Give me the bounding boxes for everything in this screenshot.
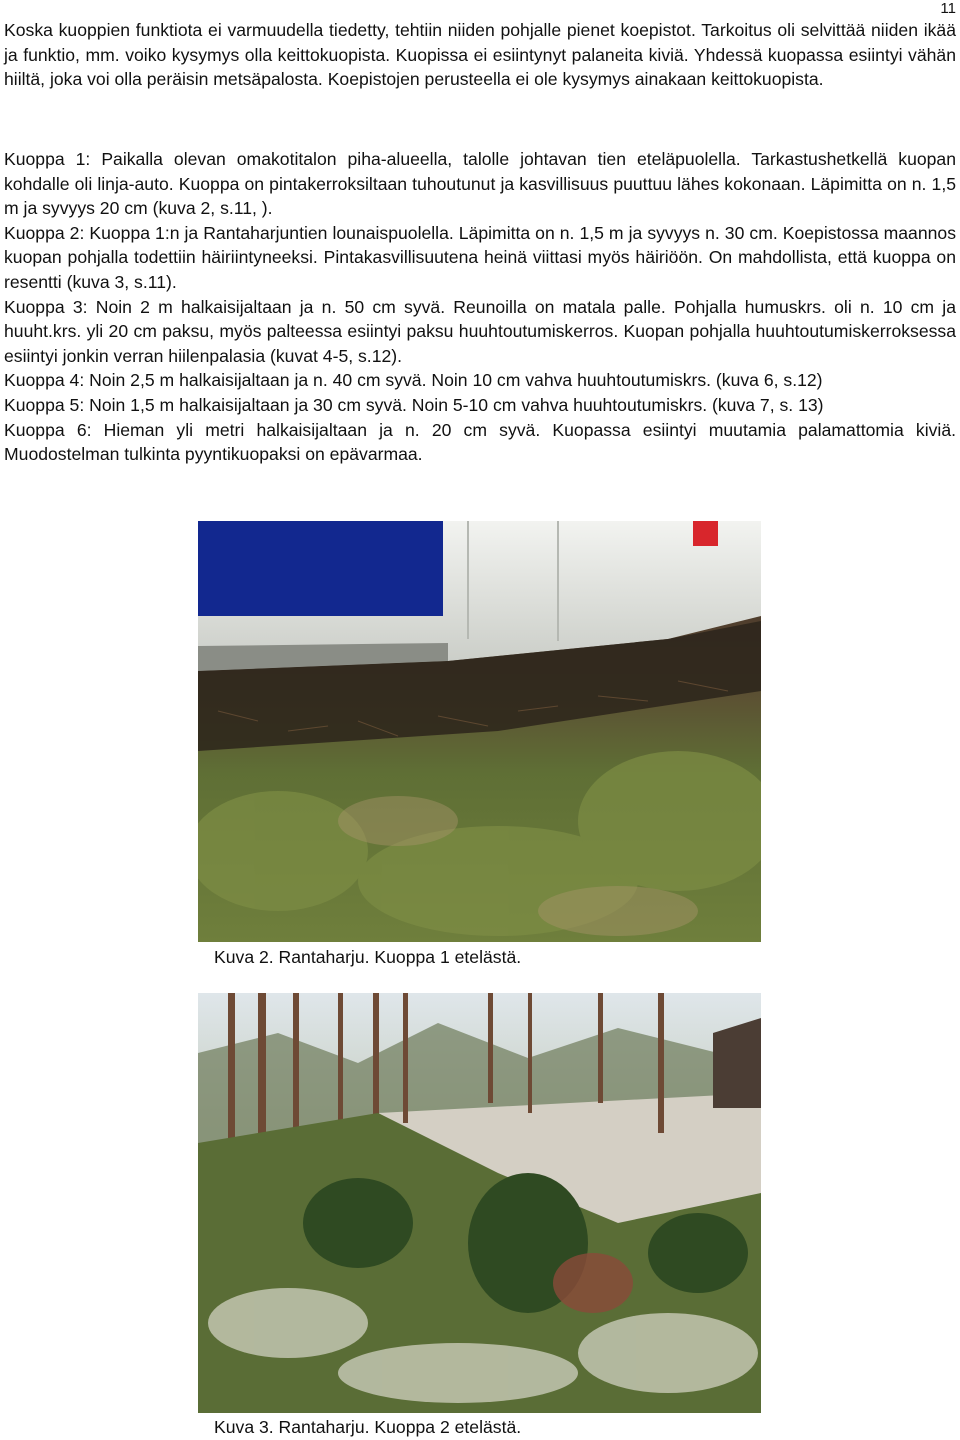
photo-pit-2-image bbox=[198, 993, 761, 1413]
pit-1-description: Kuoppa 1: Paikalla olevan omakotitalon piha-alueella, talolle johtavan tien eteläpuolella. Tarkastushetkellä kuopan kohdalle oli linja-auto. Kuoppa on pintakerroksiltaan tuhoutunut ja kasvillisuus puuttuu lähes kokonaan. Läpimitta on n. 1,5 m ja syvyys 20 cm (kuva 2, s.11, ). bbox=[4, 149, 956, 219]
figure-2-caption: Kuva 2. Rantaharju. Kuoppa 1 etelästä. bbox=[214, 947, 522, 967]
pit-descriptions bbox=[4, 147, 956, 467]
figure-3-caption: Kuva 3. Rantaharju. Kuoppa 2 etelästä. bbox=[214, 1417, 522, 1437]
page-number: 11 bbox=[940, 0, 956, 17]
photo-pit-1-image bbox=[198, 521, 761, 942]
pit-6-description: Kuoppa 6: Hieman yli metri halkaisijaltaan ja n. 20 cm syvä. Kuopassa esiintyi muutamia palamattomia kiviä. Muodostelman tulkinta pyyntikuopaksi on epävarmaa. bbox=[4, 419, 956, 465]
pit-5-description: Kuoppa 5: Noin 1,5 m halkaisijaltaan ja 30 cm syvä. Noin 5-10 cm vahva huuhtoutumiskrs. (kuva 7, s. 13) bbox=[4, 394, 824, 415]
pit-3-description: Kuoppa 3: Noin 2 m halkaisijaltaan ja n. 50 cm syvä. Reunoilla on matala palle. Pohjalla humuskrs. oli n. 10 cm ja huuht.krs. yli 20 cm paksu, myös palteessa esiintyi paksu huuhtoutumiskerros. Kuopan pohjalla huuhtoutumiskerroksessa esiintyi jonkin verran hiilenpalasia (kuvat 4-5, s.12). bbox=[4, 296, 956, 366]
intro-text: Koska kuoppien funktiota ei varmuudella tiedetty, tehtiin niiden pohjalle pienet koepistot. Tarkoitus oli selvittää niiden ikää ja funktio, mm. voiko kysymys olla keittokuopista. Kuopissa ei esiintynyt palaneita kiviä. Yhdessä kuopassa esiintyi vähän hiiltä, joka voi olla peräisin metsäpalosta. Koepistojen perusteella ei ole kysymys ainakaan keittokuopista. bbox=[4, 20, 956, 90]
pit-4-description: Kuoppa 4: Noin 2,5 m halkaisijaltaan ja n. 40 cm syvä. Noin 10 cm vahva huuhtoutumiskrs. (kuva 6, s.12) bbox=[4, 370, 823, 391]
photo-pit-2 bbox=[198, 993, 761, 1413]
intro-paragraph bbox=[4, 18, 956, 92]
pit-2-description: Kuoppa 2: Kuoppa 1:n ja Rantaharjuntien lounaispuolella. Läpimitta on n. 1,5 m ja syvyys n. 30 cm. Koepistossa maannos kuopan pohjalla todettiin häiriintyneeksi. Pintakasvillisuutena heinä viittasi myös häiriöön. On mahdollista, että kuoppa on resentti (kuva 3, s.11). bbox=[4, 222, 956, 292]
photo-pit-1 bbox=[198, 521, 761, 942]
